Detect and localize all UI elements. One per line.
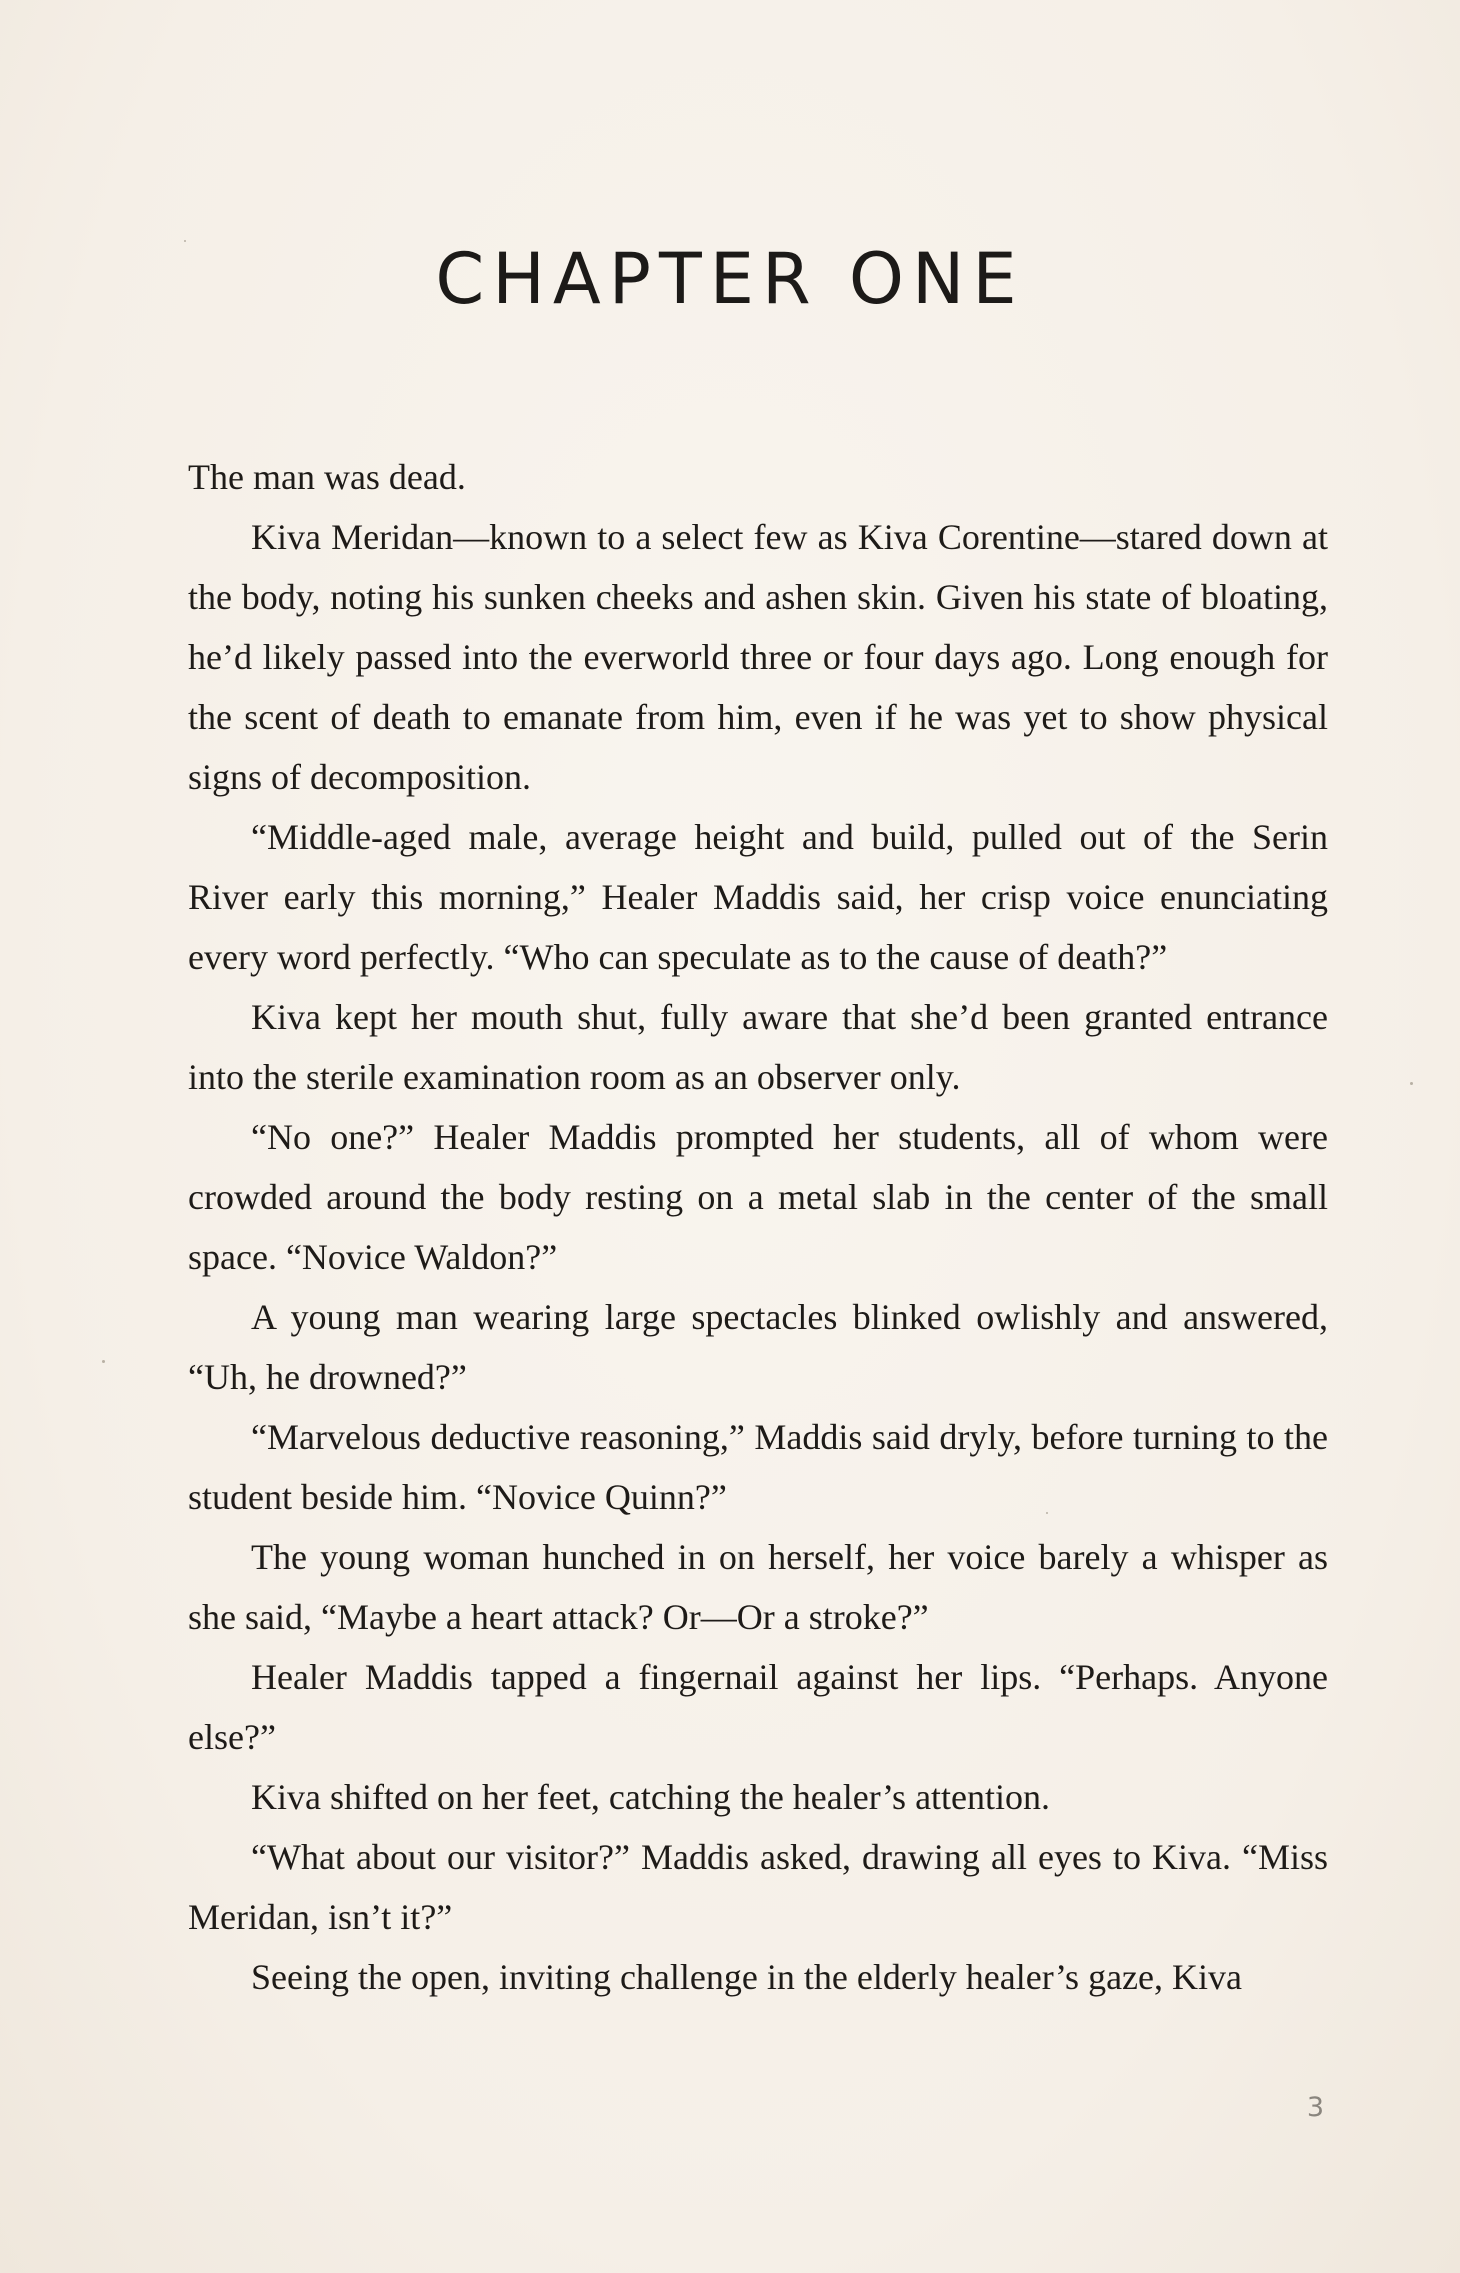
paragraph-11: “What about our visitor?” Maddis asked, drawing all eyes to Kiva. “Miss Meridan, isn’t it?” [188,1837,1328,1937]
paragraph-3: “Middle-aged male, average height and build, pulled out of the Serin River early this morning,” Healer Maddis said, her crisp voice enunciating every word perfectly. “Who can speculate as to the cause of death?” [188,817,1328,977]
paragraph-4: Kiva kept her mouth shut, fully aware that she’d been granted entrance into the sterile examination room as an observer only. [188,997,1328,1097]
paragraph-5: “No one?” Healer Maddis prompted her students, all of whom were crowded around the body resting on a metal slab in the center of the small space. “Novice Waldon?” [188,1117,1328,1277]
paragraph-8: The young woman hunched in on herself, her voice barely a whisper as she said, “Maybe a heart attack? Or—Or a stroke?” [188,1537,1328,1637]
page-number: 3 [1306,2092,1324,2123]
paragraph-7: “Marvelous deductive reasoning,” Maddis said dryly, before turning to the student beside him. “Novice Quinn?” [188,1417,1328,1517]
chapter-body [188,447,1328,2007]
paragraph-6: A young man wearing large spectacles blinked owlishly and answered, “Uh, he drowned?” [188,1297,1328,1397]
paragraph-9: Healer Maddis tapped a fingernail against her lips. “Perhaps. Anyone else?” [188,1657,1328,1757]
chapter-title: CHAPTER ONE [435,238,1025,320]
paragraph-12: Seeing the open, inviting challenge in the elderly healer’s gaze, Kiva [251,1957,1242,1997]
paragraph-1: The man was dead. [188,457,466,497]
paragraph-10: Kiva shifted on her feet, catching the healer’s attention. [251,1777,1051,1817]
paragraph-2: Kiva Meridan—known to a select few as Kiva Corentine—stared down at the body, noting his sunken cheeks and ashen skin. Given his state of bloating, he’d likely passed into the everworld three or four days ago. Long enough for the scent of death to emanate from him, even if he was yet to show physical signs of decomposition. [188,517,1328,797]
